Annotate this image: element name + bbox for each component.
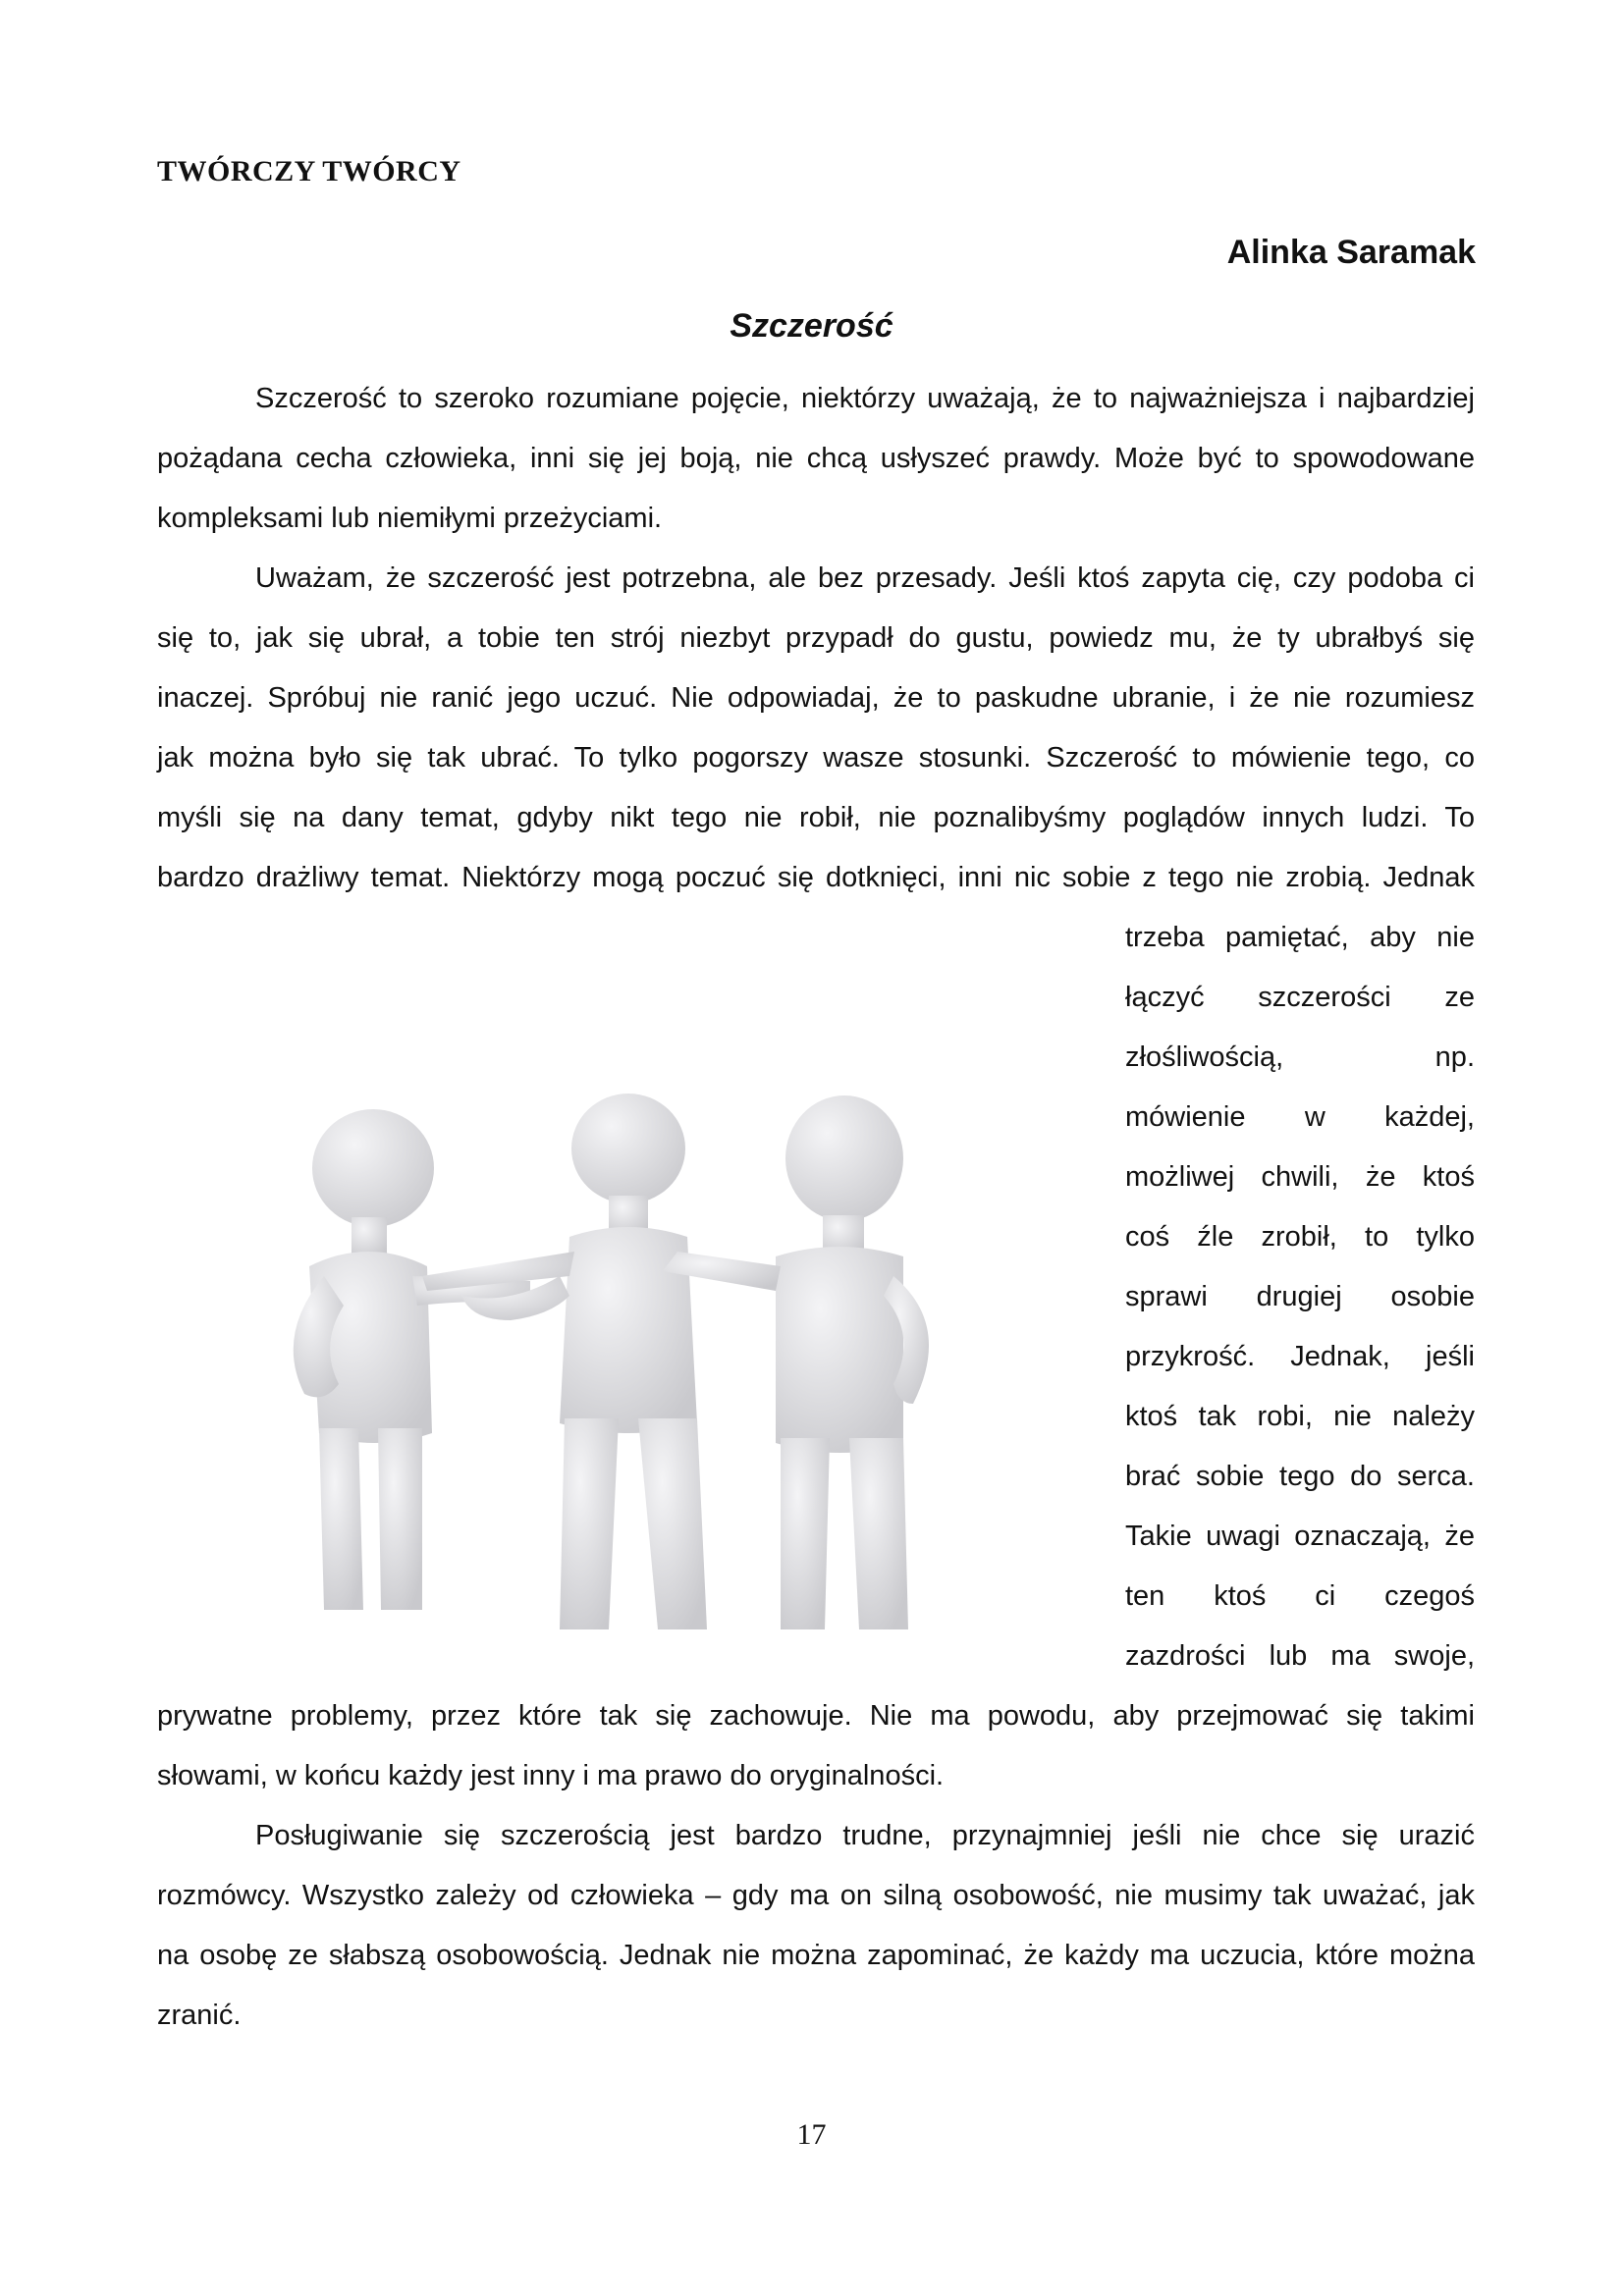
text-line: ktoś tak robi, nie należy bbox=[1125, 1401, 1475, 1432]
text-line: ten ktoś ci czegoś bbox=[1125, 1580, 1475, 1612]
text-line: przykrość. Jednak, jeśli bbox=[1125, 1341, 1475, 1372]
text-line: złośliwością, np. bbox=[1125, 1041, 1475, 1073]
text-line: możliwej chwili, że ktoś bbox=[1125, 1161, 1475, 1193]
text-line: brać sobie tego do serca. bbox=[1125, 1461, 1475, 1492]
text-line: Posługiwanie się szczerością jest bardzo trudne, przynajmniej jeśli nie chce się urazić bbox=[255, 1820, 1475, 1851]
text-line: rozmówcy. Wszystko zależy od człowieka – gdy ma on silną osobowość, nie musimy tak uważać, jak bbox=[157, 1880, 1475, 1911]
text-line: myśli się na dany temat, gdyby nikt tego nie robił, nie poznalibyśmy poglądów innych ludzi. To bbox=[157, 802, 1475, 833]
three-figures-illustration bbox=[265, 1080, 1031, 1649]
text-line: coś źle zrobił, to tylko bbox=[1125, 1221, 1475, 1253]
text-line: Uważam, że szczerość jest potrzebna, ale bez przesady. Jeśli ktoś zapyta cię, czy podoba ci bbox=[255, 562, 1475, 594]
text-line: zranić. bbox=[157, 2000, 242, 2031]
text-line: zazdrości lub ma swoje, bbox=[1125, 1640, 1475, 1672]
text-line: inaczej. Spróbuj nie ranić jego uczuć. Nie odpowiadaj, że to paskudne ubranie, i że nie rozumiesz bbox=[157, 682, 1475, 714]
text-line: na osobę ze słabszą osobowością. Jednak nie można zapominać, że każdy ma uczucia, które można bbox=[157, 1940, 1475, 1971]
section-title: TWÓRCZY TWÓRCY bbox=[157, 155, 461, 187]
text-line: sprawi drugiej osobie bbox=[1125, 1281, 1475, 1312]
author-name: Alinka Saramak bbox=[1226, 234, 1476, 271]
text-line: prywatne problemy, przez które tak się zachowuje. Nie ma powodu, aby przejmować się takimi bbox=[157, 1700, 1475, 1732]
text-line: mówienie w każdej, bbox=[1125, 1101, 1475, 1133]
text-line: Szczerość to szeroko rozumiane pojęcie, niektórzy uważają, że to najważniejsza i najbardziej bbox=[255, 383, 1475, 414]
text-line: pożądana cecha człowieka, inni się jej boją, nie chcą usłyszeć prawdy. Może być to spowodowane bbox=[157, 443, 1475, 474]
article-title: Szczerość bbox=[730, 307, 893, 345]
text-line: Takie uwagi oznaczają, że bbox=[1125, 1521, 1475, 1552]
text-line: łączyć szczerości ze bbox=[1125, 982, 1475, 1013]
text-line: się to, jak się ubrał, a tobie ten strój niezbyt przypadł do gustu, powiedz mu, że ty ubrałbyś się bbox=[157, 622, 1475, 654]
page-number: 17 bbox=[796, 2118, 827, 2151]
text-line: bardzo drażliwy temat. Niektórzy mogą poczuć się dotknięci, inni nic sobie z tego nie zrobią. Jednak bbox=[157, 862, 1475, 893]
text-line: kompleksami lub niemiłymi przeżyciami. bbox=[157, 503, 663, 534]
text-line: trzeba pamiętać, aby nie bbox=[1125, 922, 1475, 953]
text-line: słowami, w końcu każdy jest inny i ma prawo do oryginalności. bbox=[157, 1760, 945, 1791]
text-line: jak można było się tak ubrać. To tylko pogorszy wasze stosunki. Szczerość to mówienie tego, co bbox=[157, 742, 1475, 774]
